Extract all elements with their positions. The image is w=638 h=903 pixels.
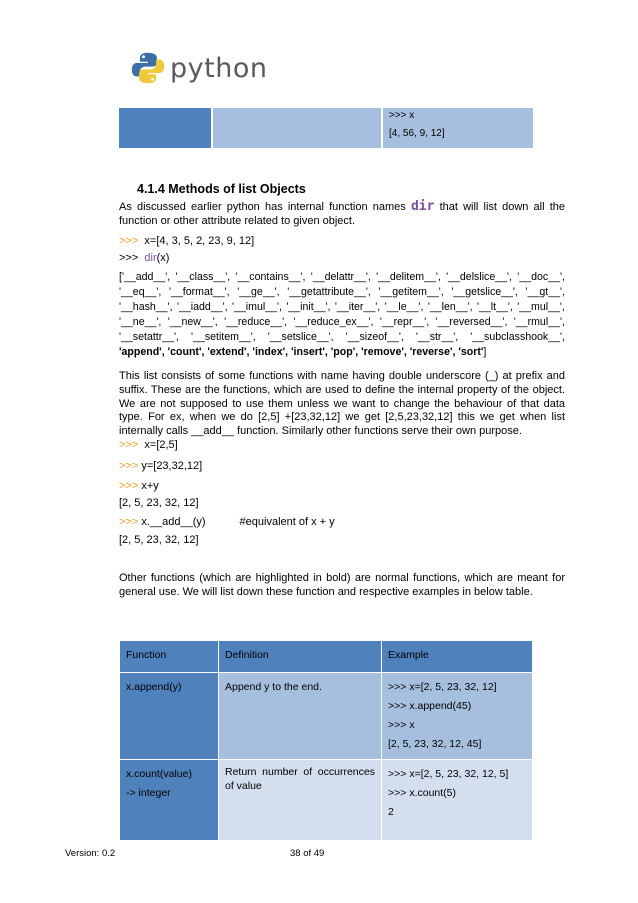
table-row	[120, 673, 533, 760]
section-heading: 4.1.4 Methods of list Objects	[137, 182, 306, 196]
python-logo	[130, 50, 267, 86]
dir-output	[119, 270, 565, 360]
dir-output-row: '__ne__', '__new__', '__reduce__', '__reduce_ex__', '__repr__', '__reversed__', '__rmul__',	[119, 316, 565, 328]
code-line: >>> y=[23,32,12]	[119, 460, 203, 472]
code-line: >>> x+y	[119, 480, 159, 492]
continuation-table	[119, 108, 533, 148]
continuation-line: >>> x	[389, 110, 415, 121]
function-cell: x.count(value) -> integer	[120, 760, 219, 841]
bold-methods: 'append', 'count', 'extend', 'index', 'insert', 'pop', 'remove', 'reverse', 'sort'	[119, 346, 484, 358]
dir-output-row: '__setattr__', '__setitem__', '__setslice__', '__sizeof__', '__str__', '__subclasshook__',	[119, 331, 565, 343]
definition-cell: Return number of occurrences of value	[219, 760, 382, 841]
dir-output-row: ['__add__', '__class__', '__contains__', '__delattr__', '__delitem__', '__delslice__', '__doc__',	[119, 271, 565, 283]
table-header-cell: Function	[120, 641, 219, 673]
table-header-cell: Definition	[219, 641, 382, 673]
code-line: >>> dir(x)	[119, 252, 170, 264]
example-cell: >>> x=[2, 5, 23, 32, 12] >>> x.append(45) >>> x [2, 5, 23, 32, 12, 45]	[382, 673, 533, 760]
continuation-cell-1	[119, 108, 212, 148]
continuation-line: [4, 56, 9, 12]	[389, 128, 445, 139]
code-line: >>> x.__add__(y) #equivalent of x + y	[119, 516, 335, 528]
dunder-paragraph: This list consists of some functions with name having double underscore (_) at prefix and suffix. These are the functions, which are used to define the internal property of the object. We are not supposed to use them unless we want to change the behaviour of that data type. For ex, when we do [2,5] +[23,32,12] we get [2,5,23,32,12] this we get when list internally calls __add__ function. Similarly other functions serve their own purpose.	[119, 370, 565, 438]
definition-cell: Append y to the end.	[219, 673, 382, 760]
dir-output-row: 'append', 'count', 'extend', 'index', 'insert', 'pop', 'remove', 'reverse', 'sort']	[119, 346, 487, 358]
continuation-cell-3	[382, 108, 533, 148]
code-output: [2, 5, 23, 32, 12]	[119, 534, 199, 546]
footer-version: Version: 0.2	[65, 848, 116, 859]
code-comment: #equivalent of x + y	[239, 516, 335, 528]
dir-keyword: dir	[410, 199, 435, 214]
code-output: [2, 5, 23, 32, 12]	[119, 497, 199, 509]
intro-paragraph: As discussed earlier python has internal function names dir that will list down all the function or other attribute related to given object.	[119, 199, 566, 227]
table-header-cell: Example	[382, 641, 533, 673]
table-header-row	[120, 641, 533, 673]
methods-table	[119, 640, 533, 841]
logo-text: python	[170, 52, 268, 84]
python-snake-icon	[130, 50, 166, 86]
functions-paragraph: Other functions (which are highlighted in bold) are normal functions, which are meant for general use. We will list down these function and respective examples in below table.	[119, 572, 565, 598]
dir-output-row: '__eq__', '__format__', '__ge__', '__getattribute__', '__getitem__', '__getslice__', '__gt__',	[119, 286, 565, 298]
continuation-cell-2	[212, 108, 382, 148]
footer-page-number: 38 of 49	[290, 848, 325, 859]
code-line: >>> x=[4, 3, 5, 2, 23, 9, 12]	[119, 235, 255, 247]
function-cell: x.append(y)	[120, 673, 219, 760]
dir-output-row: '__hash__', '__iadd__', '__imul__', '__init__', '__iter__', '__le__', '__len__', '__lt__', '__mul__',	[119, 301, 565, 313]
table-row	[120, 760, 533, 841]
example-cell: >>> x=[2, 5, 23, 32, 12, 5] >>> x.count(5) 2	[382, 760, 533, 841]
code-line: >>> x=[2,5]	[119, 439, 178, 451]
